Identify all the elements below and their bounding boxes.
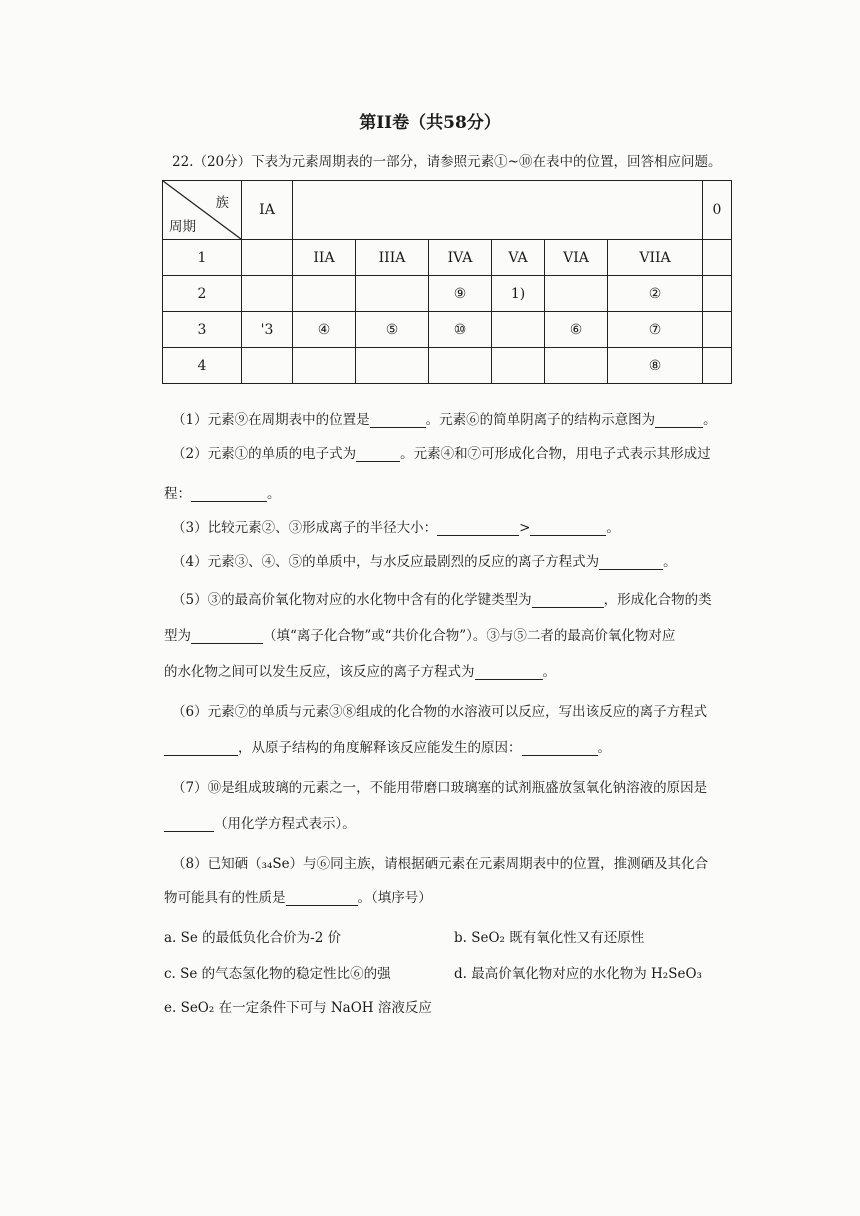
table-cell: ⑨ (429, 276, 492, 312)
group-header: VIA (545, 240, 608, 276)
table-cell: ⑧ (608, 348, 703, 384)
table-cell (242, 348, 293, 384)
table-cell: ⑥ (545, 312, 608, 348)
period-label: 3 (163, 312, 242, 348)
answer-blank (164, 741, 238, 756)
question-6-cont: ，从原子结构的角度解释该反应能发生的原因： 。 (164, 736, 611, 756)
table-cell (703, 312, 732, 348)
table-cell: ⑤ (356, 312, 429, 348)
answer-blank (286, 891, 358, 906)
period-label: 2 (163, 276, 242, 312)
option-d: d. 最高价氧化物对应的水化物为 H₂SeO₃ (454, 966, 702, 982)
section-title: 第II卷（共58分） (359, 113, 501, 133)
question-8-cont: 物可能具有的性质是 。（填序号） (164, 890, 432, 906)
table-cell (356, 348, 429, 384)
option-c: c. Se 的气态氢化物的稳定性比⑥的强 (164, 966, 391, 982)
table-cell (293, 276, 356, 312)
group-header: VIIA (608, 240, 703, 276)
corner-period-label: 周期 (169, 219, 196, 235)
periodic-table (162, 180, 732, 384)
table-cell (242, 276, 293, 312)
answer-blank (475, 665, 543, 680)
table-cell: ⑩ (429, 312, 492, 348)
table-cell (356, 276, 429, 312)
table-cell (293, 348, 356, 384)
table-cell (492, 312, 545, 348)
corner-group-label: 族 (215, 195, 229, 211)
period-label: 4 (163, 348, 242, 384)
question-3: （3）比较元素②、③形成离子的半径大小： > 。 (172, 520, 620, 536)
table-cell: ② (608, 276, 703, 312)
table-cell: ④ (293, 312, 356, 348)
group-header: IIA (293, 240, 356, 276)
table-cell: ⑦ (608, 312, 703, 348)
answer-blank (356, 447, 400, 462)
question-5-cont: 型为 （填“离子化合物”或“共价化合物”）。③与⑤二者的最高价氧化物对应 (164, 628, 676, 644)
group-header: IVA (429, 240, 492, 276)
group-1a-header: IA (242, 181, 293, 240)
answer-blank (599, 555, 663, 570)
question-22-intro: 22.（20分）下表为元素周期表的一部分，请参照元素①~⑩在表中的位置，回答相应问题。 (172, 154, 722, 170)
answer-blank (532, 593, 604, 608)
table-corner (163, 181, 242, 240)
answer-blank (655, 413, 703, 428)
table-cell: 1) (492, 276, 545, 312)
answer-blank (191, 629, 263, 644)
option-e: e. SeO₂ 在一定条件下可与 NaOH 溶液反应 (164, 1000, 432, 1016)
answer-blank (164, 817, 214, 832)
table-cell (429, 348, 492, 384)
answer-blank (370, 413, 426, 428)
table-cell (545, 348, 608, 384)
question-7-cont: （用化学方程式表示）。 (164, 812, 356, 832)
question-6: （6）元素⑦的单质与元素③⑧组成的化合物的水溶液可以反应，写出该反应的离子方程式 (172, 704, 708, 720)
question-8: （8）已知硒（₃₄Se）与⑥同主族，请根据硒元素在元素周期表中的位置，推测硒及其化合 (172, 856, 709, 872)
period-label: 1 (163, 240, 242, 276)
answer-blank (530, 521, 606, 536)
answer-blank (191, 487, 267, 502)
question-7: （7）⑩是组成玻璃的元素之一，不能用带磨口玻璃塞的试剂瓶盛放氢氧化钠溶液的原因是 (172, 780, 708, 796)
group-0-header: 0 (703, 181, 732, 240)
table-cell (703, 348, 732, 384)
option-a: a. Se 的最低负化合价为-2 价 (164, 930, 342, 946)
group-header: IIIA (356, 240, 429, 276)
answer-blank (522, 741, 598, 756)
table-cell (545, 276, 608, 312)
question-2: （2）元素①的单质的电子式为 。元素④和⑦可形成化合物，用电子式表示其形成过 (172, 446, 711, 462)
answer-blank (437, 521, 519, 536)
table-cell: '3 (242, 312, 293, 348)
option-b: b. SeO₂ 既有氧化性又有还原性 (454, 930, 645, 946)
question-5-cont2: 的水化物之间可以发生反应，该反应的离子方程式为 。 (164, 664, 556, 680)
table-cell (703, 276, 732, 312)
question-4: （4）元素③、④、⑤的单质中，与水反应最剧烈的反应的离子方程式为 。 (172, 554, 677, 570)
group-header: VA (492, 240, 545, 276)
question-1: （1）元素⑨在周期表中的位置是 。元素⑥的简单阴离子的结构示意图为 。 (172, 412, 717, 428)
question-2-cont: 程： 。 (164, 486, 281, 502)
table-cell (242, 240, 293, 276)
table-cell (703, 240, 732, 276)
table-cell (492, 348, 545, 384)
question-5: （5）③的最高价氧化物对应的水化物中含有的化学键类型为 ，形成化合物的类 (172, 592, 712, 608)
